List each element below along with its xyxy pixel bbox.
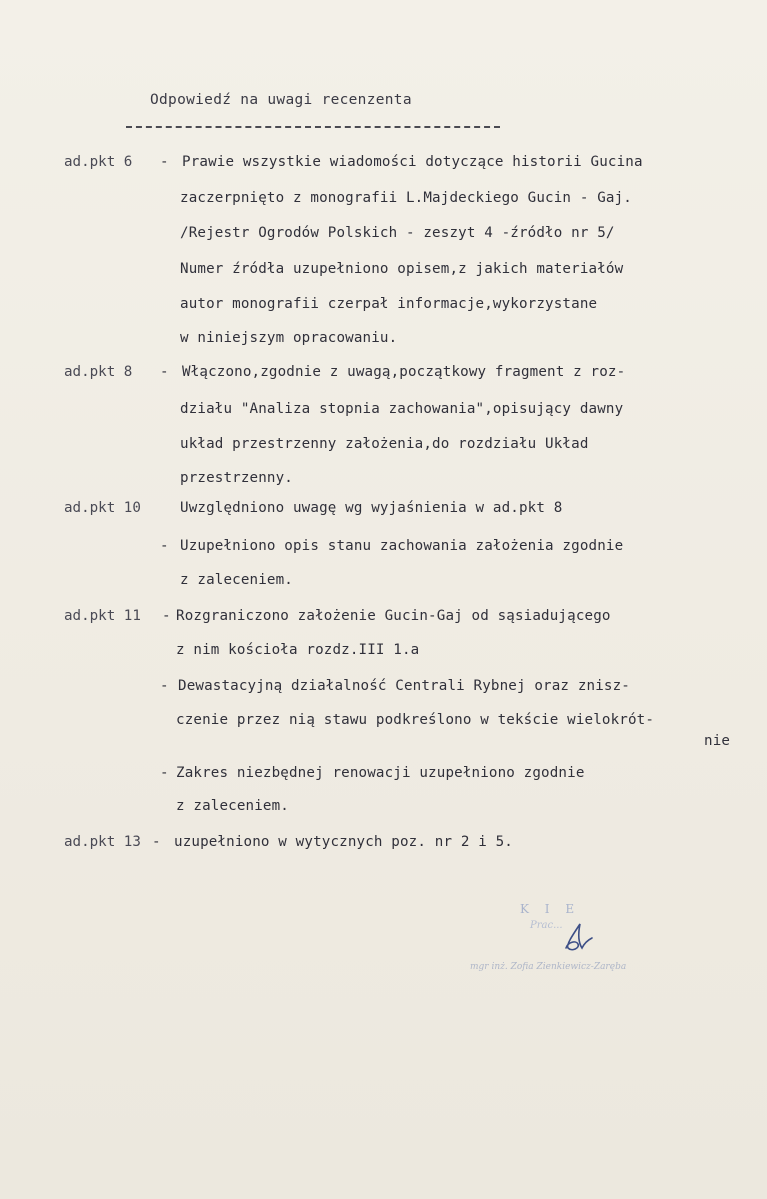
text-line: autor monografii czerpał informacje,wykorzystane	[180, 296, 598, 312]
item-dash: -	[152, 834, 161, 850]
text-line: Uwzględniono uwagę wg wyjaśnienia w ad.pkt 8	[180, 500, 563, 516]
text-line: w niniejszym opracowaniu.	[180, 330, 398, 346]
item-dash: -	[162, 608, 171, 624]
item-dash: -	[160, 765, 169, 781]
text-line: uzupełniono w wytycznych poz. nr 2 i 5.	[174, 834, 513, 850]
text-line: /Rejestr Ogrodów Polskich - zeszyt 4 -źródło nr 5/	[180, 225, 615, 241]
text-line: z zaleceniem.	[176, 798, 289, 814]
item-label-pkt8: ad.pkt 8	[64, 364, 133, 380]
text-line: nie	[704, 733, 731, 749]
item-label-pkt13: ad.pkt 13	[64, 834, 141, 850]
item-dash: -	[160, 364, 169, 380]
text-line: układ przestrzenny założenia,do rozdziału Układ	[180, 436, 589, 452]
item-label-pkt10: ad.pkt 10	[64, 500, 141, 516]
text-line: przestrzenny.	[180, 470, 293, 486]
text-line: Prawie wszystkie wiadomości dotyczące historii Gucina	[182, 154, 643, 170]
item-label-pkt6: ad.pkt 6	[64, 154, 133, 170]
text-line: zaczerpnięto z monografii L.Majdeckiego Gucin - Gaj.	[180, 190, 632, 206]
text-line: z zaleceniem.	[180, 572, 293, 588]
text-line: Uzupełniono opis stanu zachowania założenia zgodnie	[180, 538, 624, 554]
text-line: czenie przez nią stawu podkreślono w tekście wielokrót-	[176, 712, 655, 728]
document-title: Odpowiedź na uwagi recenzenta	[150, 92, 412, 108]
official-stamp	[470, 898, 710, 988]
text-line: Zakres niezbędnej renowacji uzupełniono zgodnie	[176, 765, 585, 781]
text-line: Włączono,zgodnie z uwagą,początkowy fragment z roz-	[182, 364, 626, 380]
item-dash: -	[160, 154, 169, 170]
handwritten-signature	[558, 918, 598, 958]
stamp-text: Prac...	[530, 920, 563, 931]
text-line: z nim kościoła rozdz.III 1.a	[176, 642, 420, 658]
text-line: Rozgraniczono założenie Gucin-Gaj od sąsiadującego	[176, 608, 611, 624]
text-line: Dewastacyjną działalność Centrali Rybnej oraz znisz-	[178, 678, 630, 694]
item-dash: -	[160, 538, 169, 554]
item-dash: -	[160, 678, 169, 694]
stamp-text: K I E	[520, 902, 581, 916]
title-underline	[126, 126, 500, 128]
text-line: Numer źródła uzupełniono opisem,z jakich materiałów	[180, 261, 624, 277]
stamp-name: mgr inż. Zofia Zienkiewicz-Zaręba	[470, 962, 627, 972]
text-line: działu "Analiza stopnia zachowania",opisujący dawny	[180, 401, 624, 417]
item-label-pkt11: ad.pkt 11	[64, 608, 141, 624]
